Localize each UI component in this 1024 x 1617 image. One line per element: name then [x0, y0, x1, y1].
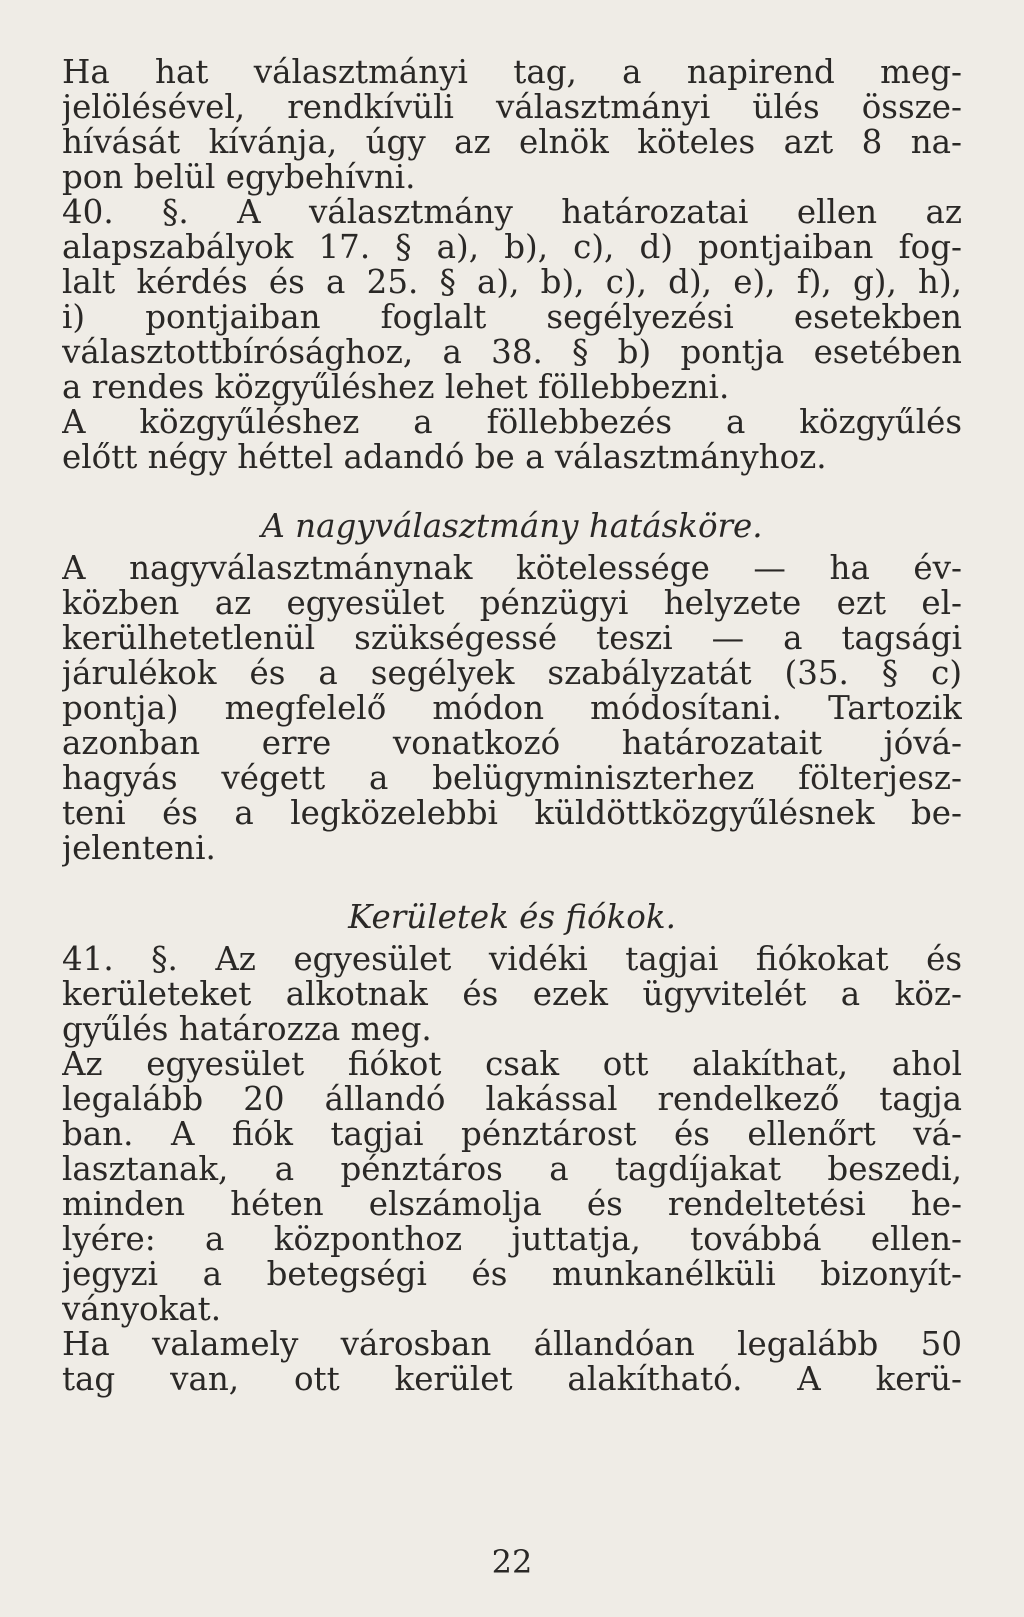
- text-line: jelenteni.: [62, 829, 216, 867]
- text-line: i) pontjaiban foglalt segélyezési esetekben: [62, 298, 962, 336]
- text-line: tag van, ott kerület alakítható. A kerü-: [62, 1360, 962, 1398]
- text-line: Ha valamely városban állandóan legalább 50: [62, 1325, 962, 1363]
- section-heading: Kerületek és fiókok.: [348, 898, 676, 936]
- text-line: gyűlés határozza meg.: [62, 1010, 432, 1048]
- text-line: legalább 20 állandó lakással rendelkező tagja: [62, 1080, 962, 1118]
- text-line: a rendes közgyűléshez lehet föllebbezni.: [62, 368, 730, 406]
- text-line: azonban erre vonatkozó határozatait jóvá-: [62, 724, 962, 762]
- page-number: 22: [491, 1543, 533, 1581]
- text-line: ványokat.: [62, 1290, 222, 1328]
- text-line: lyére: a központhoz juttatja, továbbá ellen-: [62, 1220, 962, 1258]
- text-line: 41. §. Az egyesület vidéki tagjai fiókokat és: [62, 940, 962, 978]
- text-line: pon belül egybehívni.: [62, 158, 416, 196]
- text-line: hagyás végett a belügyminiszterhez fölterjesz-: [62, 759, 962, 797]
- section-heading: A nagyválasztmány hatásköre.: [261, 507, 763, 545]
- text-line: jegyzi a betegségi és munkanélküli bizonyít-: [62, 1255, 962, 1293]
- text-line: választottbírósághoz, a 38. § b) pontja esetében: [62, 333, 962, 371]
- text-line: hívását kívánja, úgy az elnök köteles azt 8 na-: [62, 123, 962, 161]
- text-line: lasztanak, a pénztáros a tagdíjakat beszedi,: [62, 1150, 962, 1188]
- text-line: kerületeket alkotnak és ezek ügyvitelét a köz-: [62, 975, 962, 1013]
- text-line: ban. A fiók tagjai pénztárost és ellenőrt vá-: [62, 1115, 962, 1153]
- text-line: lalt kérdés és a 25. § a), b), c), d), e), f), g), h),: [62, 263, 962, 301]
- text-line: pontja) megfelelő módon módosítani. Tartozik: [62, 689, 962, 727]
- text-line: járulékok és a segélyek szabályzatát (35. § c): [62, 654, 962, 692]
- text-line: alapszabályok 17. § a), b), c), d) pontjaiban fog-: [62, 228, 962, 266]
- text-line: A közgyűléshez a föllebbezés a közgyűlés: [62, 403, 962, 441]
- text-line: jelölésével, rendkívüli választmányi ülés össze-: [62, 88, 962, 126]
- text-line: teni és a legközelebbi küldöttközgyűlésnek be-: [62, 794, 962, 832]
- text-line: 40. §. A választmány határozatai ellen az: [62, 193, 962, 231]
- text-line: A nagyválasztmánynak kötelessége — ha év-: [62, 549, 962, 587]
- text-line: közben az egyesület pénzügyi helyzete ezt el-: [62, 584, 962, 622]
- text-line: előtt négy héttel adandó be a választmányhoz.: [62, 438, 827, 476]
- text-line: minden héten elszámolja és rendeltetési he-: [62, 1185, 962, 1223]
- text-line: Az egyesület fiókot csak ott alakíthat, ahol: [62, 1045, 962, 1083]
- text-line: Ha hat választmányi tag, a napirend meg-: [62, 53, 962, 91]
- document-page: [62, 52, 962, 1592]
- text-line: kerülhetetlenül szükségessé teszi — a tagsági: [62, 619, 962, 657]
